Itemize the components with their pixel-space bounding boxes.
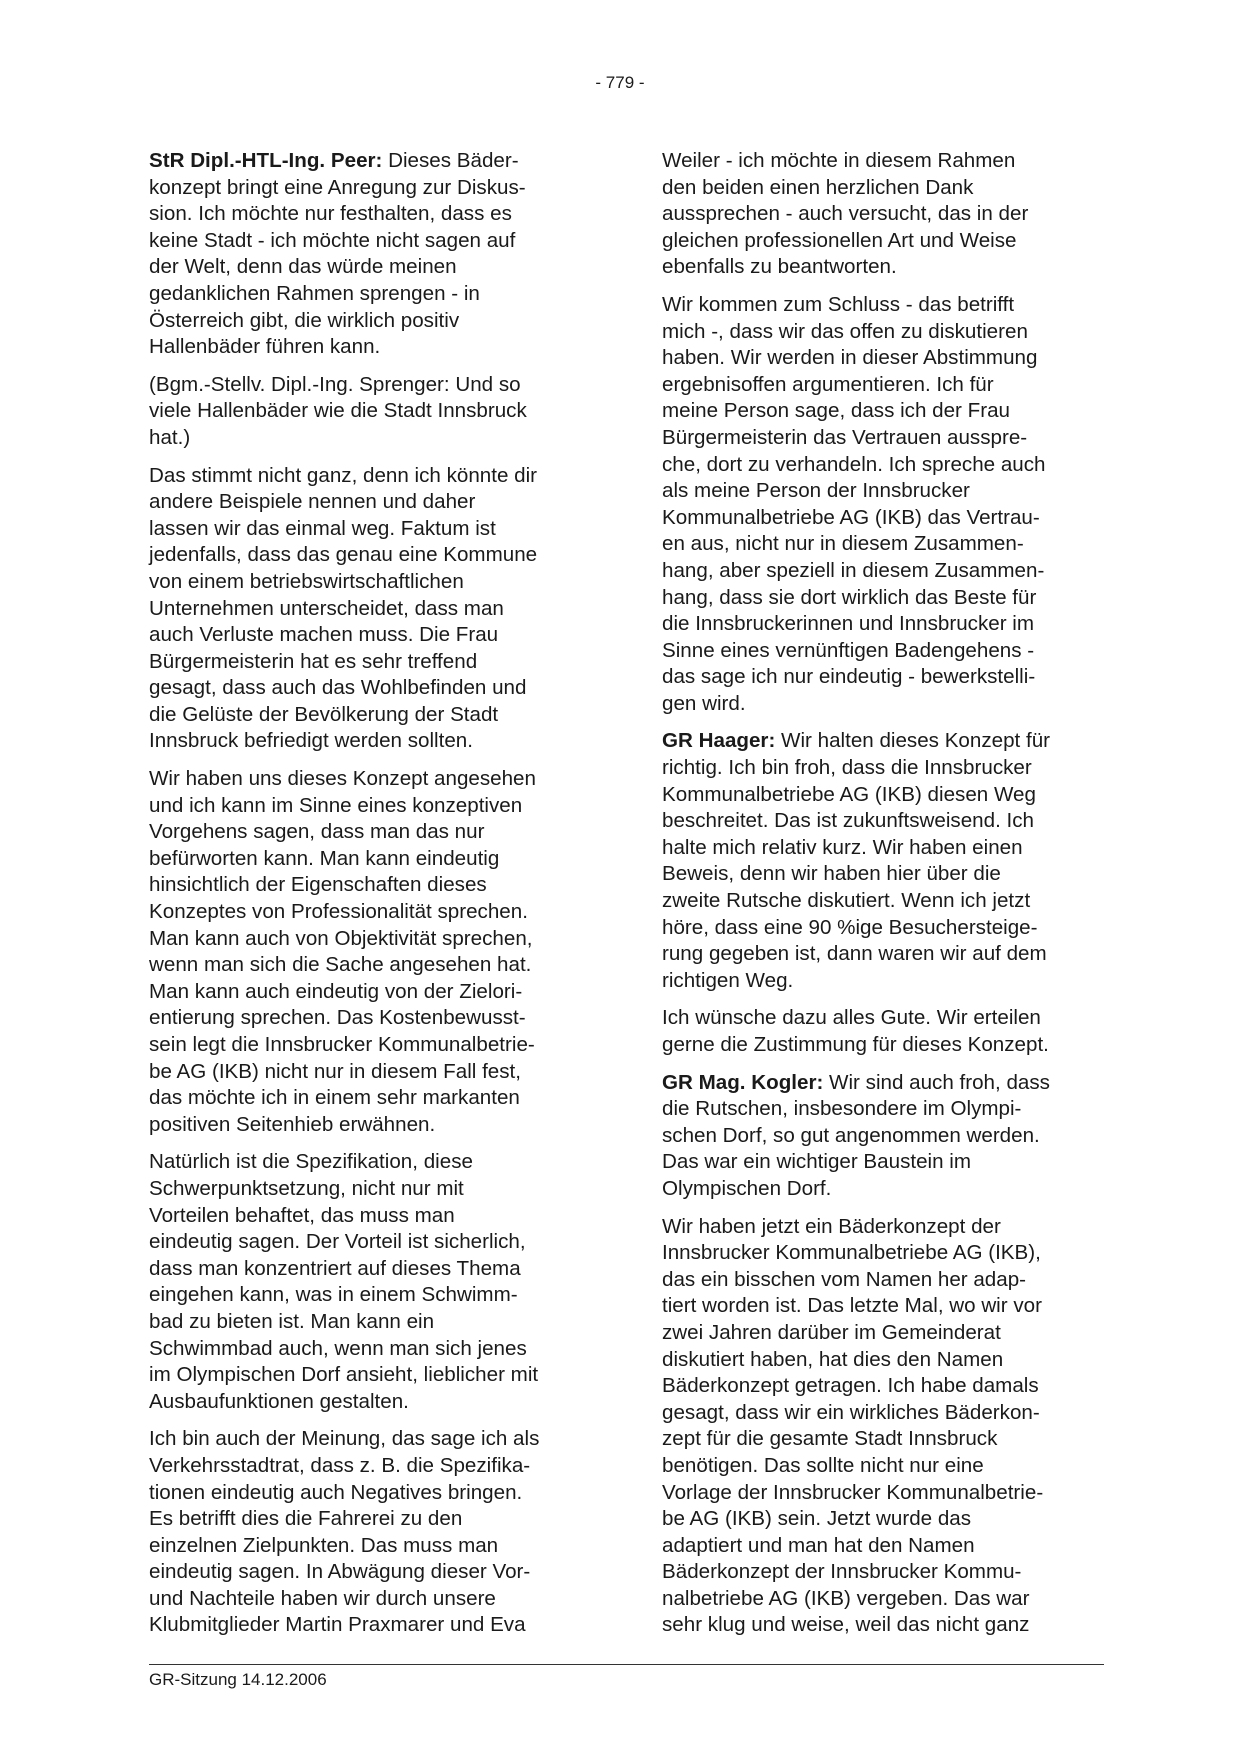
text-line: [662, 1070, 1050, 1097]
text-line: [662, 1586, 1050, 1613]
text-line: [662, 292, 1050, 319]
line-text: Bürgermeisterin hat es sehr treffend: [149, 649, 478, 673]
text-line: [149, 148, 539, 175]
text-line: [662, 452, 1050, 479]
text-line: [662, 1240, 1050, 1267]
line-text: Das war ein wichtiger Baustein im: [662, 1150, 972, 1174]
line-text: Das stimmt nicht ganz, denn ich könnte dir: [149, 463, 538, 487]
text-line: [149, 1453, 539, 1480]
text-line: [662, 201, 1050, 228]
text-line: [149, 281, 539, 308]
line-text: das sage ich nur eindeutig - bewerkstelli-: [662, 665, 1036, 689]
paragraph: [662, 1005, 1050, 1058]
text-line: [149, 463, 539, 490]
line-text: nalbetriebe AG (IKB) vergeben. Das war: [662, 1586, 1030, 1610]
text-line: [662, 1176, 1050, 1203]
text-line: [662, 915, 1050, 942]
text-line: [149, 979, 539, 1006]
line-text: richtigen Weg.: [662, 968, 794, 992]
text-line: [149, 1362, 539, 1389]
text-line: [149, 398, 539, 425]
line-text: befürworten kann. Man kann eindeutig: [149, 846, 500, 870]
line-text: das möchte ich in einem sehr markanten: [149, 1086, 520, 1110]
text-line: [662, 425, 1050, 452]
line-text: gen wird.: [662, 691, 746, 715]
text-line: [662, 372, 1050, 399]
text-line: [149, 899, 539, 926]
line-text: die Gelüste der Bevölkerung der Stadt: [149, 702, 499, 726]
text-line: [662, 1533, 1050, 1560]
line-text: Sinne eines vernünftigen Badengehens -: [662, 638, 1035, 662]
text-line: [149, 1480, 539, 1507]
text-line: [149, 308, 539, 335]
line-text: en aus, nicht nur in diesem Zusammen-: [662, 532, 1024, 556]
text-line: [662, 585, 1050, 612]
footer-session-date: GR-Sitzung 14.12.2006: [149, 1670, 327, 1689]
text-line: [149, 1533, 539, 1560]
paragraph: [662, 1070, 1050, 1203]
paragraph: [662, 292, 1050, 718]
line-text: Bäderkonzept getragen. Ich habe damals: [662, 1374, 1039, 1398]
text-line: [662, 782, 1050, 809]
line-text: Wir halten dieses Konzept für: [775, 729, 1051, 753]
text-line: [149, 334, 539, 361]
line-text: Kommunalbetriebe AG (IKB) diesen Weg: [662, 782, 1036, 806]
text-line: [662, 1453, 1050, 1480]
text-line: [662, 228, 1050, 255]
text-line: [662, 319, 1050, 346]
line-text: Dieses Bäder-: [382, 149, 519, 172]
text-line: [662, 531, 1050, 558]
line-text: (Bgm.-Stellv. Dipl.-Ing. Sprenger: Und so: [149, 372, 521, 396]
text-line: [149, 1176, 539, 1203]
line-text: den beiden einen herzlichen Dank: [662, 175, 974, 199]
text-line: [662, 175, 1050, 202]
line-text: zept für die gesamte Stadt Innsbruck: [662, 1427, 998, 1451]
line-text: richtig. Ich bin froh, dass die Innsbrucker: [662, 756, 1032, 780]
text-line: [149, 1149, 539, 1176]
text-line: [149, 425, 539, 452]
text-line: [149, 766, 539, 793]
left-column: [149, 148, 539, 1650]
paragraph: [662, 728, 1050, 994]
line-text: Verkehrsstadtrat, dass z. B. die Spezifika-: [149, 1453, 531, 1477]
line-text: Man kann auch eindeutig von der Zielori-: [149, 979, 523, 1003]
text-line: [149, 702, 539, 729]
text-line: [662, 611, 1050, 638]
text-line: [149, 1282, 539, 1309]
text-line: [662, 1373, 1050, 1400]
line-text: konzept bringt eine Anregung zur Diskus-: [149, 175, 526, 199]
line-text: mich -, dass wir das offen zu diskutieren: [662, 319, 1028, 343]
paragraph: [149, 463, 539, 756]
speaker-name: StR Dipl.-HTL-Ing. Peer:: [149, 149, 383, 172]
paragraph: [662, 148, 1050, 281]
line-text: Olympischen Dorf.: [662, 1176, 832, 1200]
line-text: das ein bisschen vom Namen her adap-: [662, 1267, 1027, 1291]
line-text: tiert worden ist. Das letzte Mal, wo wir vor: [662, 1294, 1042, 1318]
text-line: [149, 489, 539, 516]
text-line: [662, 664, 1050, 691]
line-text: Vorgehens sagen, dass man das nur: [149, 820, 485, 844]
line-text: haben. Wir werden in dieser Abstimmung: [662, 346, 1038, 370]
line-text: sehr klug und weise, weil das nicht ganz: [662, 1613, 1030, 1637]
paragraph: [149, 372, 539, 452]
line-text: Man kann auch von Objektivität sprechen,: [149, 926, 533, 950]
line-text: Kommunalbetriebe AG (IKB) das Vertrau-: [662, 505, 1040, 529]
line-text: aussprechen - auch versucht, das in der: [662, 202, 1029, 226]
line-text: beschreitet. Das ist zukunftsweisend. Ich: [662, 809, 1035, 833]
text-line: [662, 1320, 1050, 1347]
text-line: [662, 1426, 1050, 1453]
line-text: che, dort zu verhandeln. Ich spreche auch: [662, 452, 1046, 476]
text-line: [149, 846, 539, 873]
text-line: [662, 1559, 1050, 1586]
text-line: [149, 1336, 539, 1363]
line-text: diskutiert haben, hat dies den Namen: [662, 1347, 1004, 1371]
text-line: [149, 1559, 539, 1586]
line-text: gerne die Zustimmung für dieses Konzept.: [662, 1033, 1049, 1056]
text-line: [662, 558, 1050, 585]
text-line: [149, 1005, 539, 1032]
text-line: [662, 505, 1050, 532]
line-text: adaptiert und man hat den Namen: [662, 1533, 975, 1557]
text-line: [149, 872, 539, 899]
text-line: [662, 1480, 1050, 1507]
line-text: hat.): [149, 425, 191, 449]
text-line: [662, 638, 1050, 665]
text-line: [662, 1612, 1050, 1639]
line-text: eingehen kann, was in einem Schwimm-: [149, 1283, 518, 1307]
line-text: Ich bin auch der Meinung, das sage ich als: [149, 1427, 540, 1451]
text-line: [149, 1309, 539, 1336]
text-line: [149, 254, 539, 281]
line-text: bad zu bieten ist. Man kann ein: [149, 1309, 435, 1333]
line-text: gleichen professionellen Art und Weise: [662, 228, 1017, 252]
text-line: [149, 1426, 539, 1453]
text-line: [662, 691, 1050, 718]
line-text: auch Verluste machen muss. Die Frau: [149, 623, 499, 647]
line-text: gedanklichen Rahmen sprengen - in: [149, 281, 480, 305]
text-line: [662, 254, 1050, 281]
line-text: benötigen. Das sollte nicht nur eine: [662, 1453, 984, 1477]
line-text: Vorlage der Innsbrucker Kommunalbetrie-: [662, 1480, 1044, 1504]
text-line: [662, 728, 1050, 755]
text-line: [149, 649, 539, 676]
line-text: Schwerpunktsetzung, nicht nur mit: [149, 1176, 464, 1200]
text-line: [662, 1096, 1050, 1123]
line-text: einzelnen Zielpunkten. Das muss man: [149, 1533, 499, 1557]
line-text: dass man konzentriert auf dieses Thema: [149, 1256, 521, 1280]
line-text: die Innsbruckerinnen und Innsbrucker im: [662, 612, 1035, 636]
line-text: Bürgermeisterin das Vertrauen ausspre-: [662, 425, 1028, 449]
paragraph: [662, 1214, 1050, 1640]
text-line: [662, 808, 1050, 835]
paragraph: [149, 1426, 539, 1639]
paragraph: [149, 148, 539, 361]
text-line: [149, 542, 539, 569]
line-text: sein legt die Innsbrucker Kommunalbetrie-: [149, 1033, 535, 1056]
text-line: [662, 861, 1050, 888]
text-line: [149, 201, 539, 228]
line-text: Weiler - ich möchte in diesem Rahmen: [662, 149, 1016, 172]
text-line: [149, 1112, 539, 1139]
line-text: entierung sprechen. Das Kostenbewusst-: [149, 1006, 526, 1030]
line-text: Klubmitglieder Martin Praxmarer und Eva: [149, 1613, 526, 1637]
text-line: [662, 345, 1050, 372]
line-text: und ich kann im Sinne eines konzeptiven: [149, 793, 523, 817]
text-line: [149, 1586, 539, 1613]
line-text: sion. Ich möchte nur festhalten, dass es: [149, 202, 512, 226]
text-line: [149, 926, 539, 953]
line-text: Natürlich ist die Spezifikation, diese: [149, 1150, 473, 1174]
text-line: [662, 941, 1050, 968]
text-line: [149, 569, 539, 596]
line-text: eindeutig sagen. Der Vorteil ist sicherlich,: [149, 1230, 526, 1254]
text-line: [662, 1293, 1050, 1320]
speaker-name: GR Mag. Kogler:: [662, 1070, 824, 1094]
line-text: zweite Rutsche diskutiert. Wenn ich jetzt: [662, 889, 1031, 913]
line-text: als meine Person der Innsbrucker: [662, 479, 970, 503]
line-text: Vorteilen behaftet, das muss man: [149, 1203, 455, 1227]
line-text: schen Dorf, so gut angenommen werden.: [662, 1123, 1040, 1147]
line-text: gesagt, dass wir ein wirkliches Bäderkon-: [662, 1400, 1040, 1424]
line-text: hang, aber speziell in diesem Zusammen-: [662, 558, 1045, 582]
text-line: [149, 516, 539, 543]
line-text: halte mich relativ kurz. Wir haben einen: [662, 835, 1023, 859]
text-line: [662, 1123, 1050, 1150]
line-text: höre, dass eine 90 %ige Besuchersteige-: [662, 915, 1038, 939]
line-text: Österreich gibt, die wirklich positiv: [149, 308, 460, 332]
text-line: [149, 1032, 539, 1059]
line-text: Ausbaufunktionen gestalten.: [149, 1389, 409, 1413]
line-text: Hallenbäder führen kann.: [149, 335, 381, 359]
line-text: tionen eindeutig auch Negatives bringen.: [149, 1480, 523, 1504]
text-line: [149, 228, 539, 255]
text-line: [662, 1400, 1050, 1427]
text-line: [149, 175, 539, 202]
line-text: Ich wünsche dazu alles Gute. Wir erteilen: [662, 1006, 1041, 1030]
line-text: jedenfalls, dass das genau eine Kommune: [149, 543, 538, 567]
line-text: zwei Jahren darüber im Gemeinderat: [662, 1320, 1001, 1344]
line-text: Beweis, denn wir haben hier über die: [662, 862, 1001, 886]
text-line: [662, 1267, 1050, 1294]
text-line: [149, 372, 539, 399]
text-line: [662, 835, 1050, 862]
right-column: [662, 148, 1050, 1650]
text-line: [149, 675, 539, 702]
line-text: Wir haben jetzt ein Bäderkonzept der: [662, 1214, 1001, 1238]
text-line: [662, 1347, 1050, 1374]
text-line: [149, 952, 539, 979]
text-line: [662, 968, 1050, 995]
text-line: [149, 793, 539, 820]
line-text: Innsbrucker Kommunalbetriebe AG (IKB),: [662, 1241, 1041, 1265]
text-line: [149, 1612, 539, 1639]
line-text: lassen wir das einmal weg. Faktum ist: [149, 516, 496, 540]
line-text: Wir kommen zum Schluss - das betrifft: [662, 292, 1015, 316]
paragraph: [149, 766, 539, 1138]
line-text: meine Person sage, dass ich der Frau: [662, 399, 1010, 423]
text-line: [662, 1032, 1050, 1059]
line-text: be AG (IKB) sein. Jetzt wurde das: [662, 1507, 972, 1531]
line-text: hinsichtlich der Eigenschaften dieses: [149, 873, 487, 897]
line-text: Schwimmbad auch, wenn man sich jenes: [149, 1336, 527, 1360]
line-text: im Olympischen Dorf ansieht, lieblicher mit: [149, 1363, 539, 1387]
line-text: Innsbruck befriedigt werden sollten.: [149, 729, 473, 753]
line-text: andere Beispiele nennen und daher: [149, 490, 476, 514]
text-line: [662, 888, 1050, 915]
text-line: [149, 1085, 539, 1112]
text-line: [149, 819, 539, 846]
text-line: [149, 1256, 539, 1283]
line-text: hang, dass sie dort wirklich das Beste für: [662, 585, 1037, 609]
text-line: [662, 478, 1050, 505]
line-text: ergebnisoffen argumentieren. Ich für: [662, 372, 994, 396]
line-text: rung gegeben ist, dann waren wir auf dem: [662, 942, 1047, 966]
text-line: [149, 1229, 539, 1256]
text-line: [662, 1005, 1050, 1032]
line-text: und Nachteile haben wir durch unsere: [149, 1586, 496, 1610]
line-text: von einem betriebswirtschaftlichen: [149, 569, 464, 593]
line-text: Bäderkonzept der Innsbrucker Kommu-: [662, 1560, 1022, 1584]
line-text: viele Hallenbäder wie die Stadt Innsbruck: [149, 399, 527, 423]
paragraph: [149, 1149, 539, 1415]
line-text: gesagt, dass auch das Wohlbefinden und: [149, 676, 527, 700]
line-text: eindeutig sagen. In Abwägung dieser Vor-: [149, 1560, 531, 1584]
text-line: [662, 1214, 1050, 1241]
line-text: keine Stadt - ich möchte nicht sagen auf: [149, 228, 516, 252]
text-line: [149, 1506, 539, 1533]
footer-divider: [149, 1664, 1104, 1665]
text-line: [662, 1149, 1050, 1176]
line-text: Es betrifft dies die Fahrerei zu den: [149, 1507, 463, 1531]
text-line: [662, 148, 1050, 175]
line-text: Wir sind auch froh, dass: [823, 1070, 1050, 1094]
text-line: [662, 1506, 1050, 1533]
page-number: - 779 -: [595, 73, 645, 92]
text-line: [149, 1389, 539, 1416]
speaker-name: GR Haager:: [662, 729, 776, 753]
text-line: [149, 1203, 539, 1230]
text-line: [662, 755, 1050, 782]
text-line: [149, 728, 539, 755]
text-line: [149, 596, 539, 623]
text-line: [662, 398, 1050, 425]
line-text: der Welt, denn das würde meinen: [149, 255, 457, 279]
line-text: Unternehmen unterscheidet, dass man: [149, 596, 504, 620]
line-text: Konzeptes von Professionalität sprechen.: [149, 900, 528, 924]
line-text: Wir haben uns dieses Konzept angesehen: [149, 767, 536, 791]
line-text: positiven Seitenhieb erwähnen.: [149, 1112, 436, 1136]
line-text: wenn man sich die Sache angesehen hat.: [149, 953, 532, 977]
text-line: [149, 622, 539, 649]
line-text: ebenfalls zu beantworten.: [662, 255, 897, 279]
line-text: die Rutschen, insbesondere im Olympi-: [662, 1097, 1022, 1121]
line-text: be AG (IKB) nicht nur in diesem Fall fest,: [149, 1059, 521, 1083]
text-line: [149, 1059, 539, 1086]
